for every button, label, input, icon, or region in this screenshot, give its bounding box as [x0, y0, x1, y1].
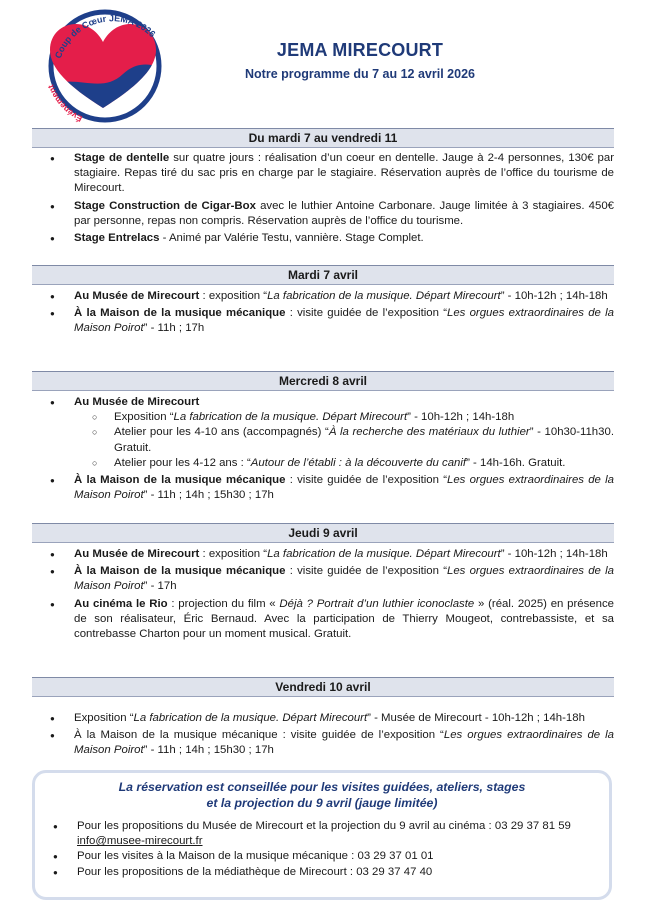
- list-item: ● Au Musée de Mirecourt ○ Exposition “La fabrication de la musique. Départ Mirecourt” - 10h-12h ; 14h-18h ○ Atelier pour les 4-10 ans (accompagnés) “À la recherche des matériaux du luthier” - 10h30-11h30. Gratuit. ○ Atelier pour les 4-12 ans : “Autour de l’établi : à la découverte du canif” - 14h-16h. Gratuit.: [32, 395, 614, 471]
- section-heading: Mardi 7 avril: [32, 265, 614, 285]
- section-friday: [32, 677, 614, 759]
- list-item: ● À la Maison de la musique mécanique : visite guidée de l’exposition “Les orgues extraordinaires de la Maison Poirot” - 17h: [32, 564, 614, 594]
- list-item: ● Stage Construction de Cigar-Box avec le luthier Antoine Carbonare. Jauge limitée à 3 stagiaires. 450€ par personne, repas non compris. Réservation auprès de l’office du tourisme.: [32, 199, 614, 229]
- list-item: ● Au Musée de Mirecourt : exposition “La fabrication de la musique. Départ Mirecourt” - 10h-12h ; 14h-18h: [32, 289, 614, 304]
- list-item: ● À la Maison de la musique mécanique : visite guidée de l’exposition “Les orgues extraordinaires de la Maison Poirot” - 11h ; 17h: [32, 306, 614, 336]
- sub-list-item: ○ Exposition “La fabrication de la musique. Départ Mirecourt” - 10h-12h ; 14h-18h: [74, 410, 614, 425]
- email-link[interactable]: info@musee-mirecourt.fr: [77, 835, 203, 848]
- section-heading: Jeudi 9 avril: [32, 523, 614, 543]
- section-tue-fri: [32, 128, 614, 246]
- section-thursday: [32, 523, 614, 642]
- list-item: ● Exposition “La fabrication de la musique. Départ Mirecourt” - Musée de Mirecourt - 10h-12h ; 14h-18h: [32, 711, 614, 726]
- logo-arc-left: Événement: [45, 83, 84, 124]
- contact-item: ● Pour les propositions de la médiathèque de Mirecourt : 03 29 37 47 40: [35, 865, 609, 880]
- sub-list-item: ○ Atelier pour les 4-12 ans : “Autour de l’établi : à la découverte du canif” - 14h-16h. Gratuit.: [74, 456, 614, 471]
- sub-list-item: ○ Atelier pour les 4-10 ans (accompagnés) “À la recherche des matériaux du luthier” - 10h30-11h30. Gratuit.: [74, 425, 614, 455]
- section-heading: Vendredi 10 avril: [32, 677, 614, 697]
- list-item: ● Stage de dentelle sur quatre jours : réalisation d’un coeur en dentelle. Jauge à 2-4 personnes, 130€ par stagiaire. Repas tiré du sac pris en charge par le stagiaire. Réservation auprès de l’office du tourisme de Mirecourt.: [32, 151, 614, 197]
- page-header: [140, 40, 580, 81]
- section-tuesday: [32, 265, 614, 337]
- contact-list: [35, 819, 609, 880]
- contact-item: ● Pour les visites à la Maison de la musique mécanique : 03 29 37 01 01: [35, 849, 609, 864]
- list-item: ● Au cinéma le Rio : projection du film « Déjà ? Portrait d’un luthier iconoclaste » (réal. 2025) en présence de son réalisateur, Éric Bernaud. Avec la participation de Thierry Mougeot, contrebassiste, et sa contrebasse Charton pour un moment musical. Gratuit.: [32, 597, 614, 643]
- list-item: ● À la Maison de la musique mécanique : visite guidée de l’exposition “Les orgues extraordinaires de la Maison Poirot” - 11h ; 14h ; 15h30 ; 17h: [32, 728, 614, 758]
- page-title: JEMA MIRECOURT: [276, 40, 444, 60]
- reservation-info-box: [32, 770, 612, 900]
- page-subtitle: Notre programme du 7 au 12 avril 2026: [245, 67, 475, 81]
- reservation-note: La réservation est conseillée pour les visites guidées, ateliers, stages et la projection du 9 avril (jauge limitée): [118, 780, 526, 810]
- list-item: ● Stage Entrelacs - Animé par Valérie Testu, vannière. Stage Complet.: [32, 231, 614, 246]
- list-item: ● À la Maison de la musique mécanique : visite guidée de l’exposition “Les orgues extraordinaires de la Maison Poirot” - 11h ; 14h ; 15h30 ; 17h: [32, 473, 614, 503]
- list-item: ● Au Musée de Mirecourt : exposition “La fabrication de la musique. Départ Mirecourt” - 10h-12h ; 14h-18h: [32, 547, 614, 562]
- contact-item: ● Pour les propositions du Musée de Mirecourt et la projection du 9 avril au cinéma : 03 29 37 81 59 info@musee-mirecourt.fr: [35, 819, 609, 849]
- section-heading: Du mardi 7 au vendredi 11: [32, 128, 614, 148]
- section-wednesday: [32, 371, 614, 503]
- logo-arc-top: Coup de Cœur JEMA 2026: [52, 13, 158, 60]
- section-heading: Mercredi 8 avril: [32, 371, 614, 391]
